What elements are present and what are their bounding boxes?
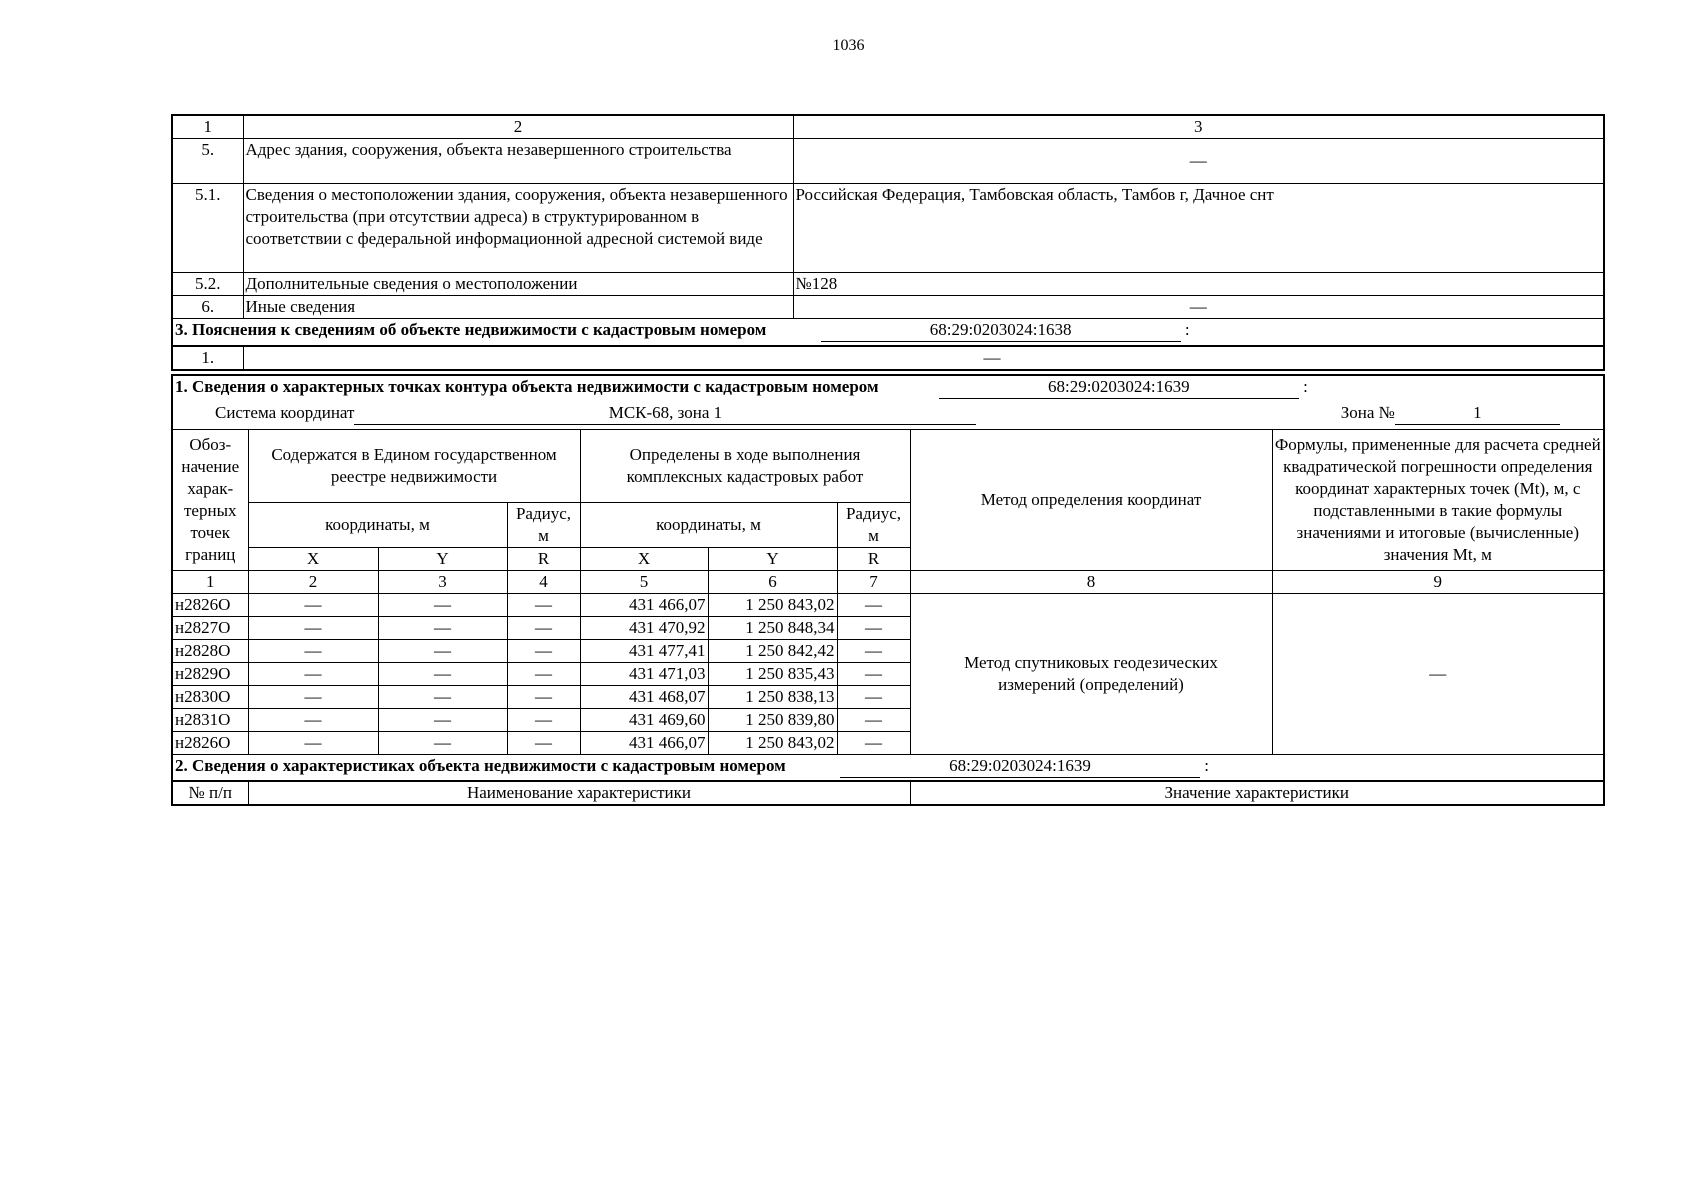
egrn-x-header: X — [248, 547, 378, 570]
row-number: 5. — [172, 139, 243, 184]
egrn-y: — — [378, 731, 507, 754]
kkr-x: 431 471,03 — [580, 662, 708, 685]
col-header-1: 1 — [172, 115, 243, 139]
kkr-y: 1 250 843,02 — [708, 593, 837, 616]
kkr-r: — — [837, 593, 910, 616]
kkr-x: 431 469,60 — [580, 708, 708, 731]
kkr-r: — — [837, 639, 910, 662]
kkr-y: 1 250 839,80 — [708, 708, 837, 731]
point-name: н2829О — [172, 662, 248, 685]
formulas-value: — — [1272, 593, 1604, 754]
row-name: Сведения о местоположении здания, сооружения, объекта незавершенного строительства (при отсутствии адреса) в структурированном в соответствии с федеральной информационной адресной системой виде — [243, 184, 793, 273]
col-number: 5 — [580, 570, 708, 593]
egrn-r: — — [507, 685, 580, 708]
kkr-x: 431 466,07 — [580, 731, 708, 754]
table-row — [172, 593, 1604, 616]
section-1-title: 1. Сведения о характерных точках контура объекта недвижимости с кадастровым номером — [175, 377, 879, 396]
kkr-y: 1 250 842,42 — [708, 639, 837, 662]
formulas-header: Формулы, примененные для расчета средней квадратической погрешности определения координат характерных точек (Mt), м, с подставленными в такие формулы значениями и итоговые (вычисленные) значения Mt, м — [1272, 429, 1604, 570]
kkr-y: 1 250 835,43 — [708, 662, 837, 685]
kkr-x: 431 477,41 — [580, 639, 708, 662]
section-2-colon: : — [1204, 755, 1209, 775]
egrn-r: — — [507, 616, 580, 639]
section-1-cadastral-number: 68:29:0203024:1639 — [939, 376, 1299, 399]
section-3-heading-row — [172, 319, 1604, 346]
row-number: 1. — [172, 346, 243, 370]
col-header-3: 3 — [793, 115, 1604, 139]
section-2-title: 2. Сведения о характеристиках объекта недвижимости с кадастровым номером — [175, 755, 786, 775]
egrn-coords-header: координаты, м — [248, 502, 507, 547]
kkr-r: — — [837, 685, 910, 708]
section-3-cadastral-number: 68:29:0203024:1638 — [821, 319, 1181, 342]
kkr-x: 431 468,07 — [580, 685, 708, 708]
coordinate-system-value: МСК-68, зона 1 — [354, 402, 976, 425]
section-1-heading-row — [172, 375, 1604, 402]
kkr-r: — — [837, 708, 910, 731]
designation-header: Обоз-начение харак-терных точек границ — [172, 429, 248, 570]
kkr-header: Определены в ходе выполнения комплексных кадастровых работ — [580, 429, 910, 502]
column-numbers-row — [172, 570, 1604, 593]
egrn-y-header: Y — [378, 547, 507, 570]
page-number: 1036 — [832, 37, 865, 54]
col-number: 1 — [172, 570, 248, 593]
table-row — [172, 296, 1604, 319]
egrn-x: — — [248, 708, 378, 731]
col-number: 4 — [507, 570, 580, 593]
point-name: н2827О — [172, 616, 248, 639]
egrn-x: — — [248, 662, 378, 685]
col-number: 3 — [378, 570, 507, 593]
col-number: 6 — [708, 570, 837, 593]
egrn-r: — — [507, 593, 580, 616]
coordinate-system-row — [172, 402, 1604, 429]
egrn-r: — — [507, 639, 580, 662]
egrn-y: — — [378, 593, 507, 616]
row-value: Российская Федерация, Тамбовская область, Тамбов г, Дачное снт — [793, 184, 1604, 273]
col-number: 7 — [837, 570, 910, 593]
egrn-y: — — [378, 616, 507, 639]
egrn-x: — — [248, 639, 378, 662]
row-value — [243, 346, 1604, 370]
egrn-radius-header: Радиус, м — [507, 502, 580, 547]
address-table — [171, 114, 1605, 371]
section-2-cadastral-number: 68:29:0203024:1639 — [840, 755, 1200, 778]
col-header-2: 2 — [243, 115, 793, 139]
col-number: 9 — [1272, 570, 1604, 593]
egrn-y: — — [378, 662, 507, 685]
egrn-x: — — [248, 593, 378, 616]
section-2-heading-row — [172, 754, 1604, 781]
row-name: Дополнительные сведения о местоположении — [243, 273, 793, 296]
characteristic-name-header — [248, 781, 910, 805]
col-number: 2 — [248, 570, 378, 593]
kkr-y: 1 250 843,02 — [708, 731, 837, 754]
table-row — [172, 184, 1604, 273]
table-row — [172, 273, 1604, 296]
section-1-colon: : — [1303, 377, 1308, 396]
row-value: №128 — [793, 273, 1604, 296]
kkr-coords-header: координаты, м — [580, 502, 837, 547]
kkr-y-header: Y — [708, 547, 837, 570]
point-name: н2828О — [172, 639, 248, 662]
kkr-x: 431 466,07 — [580, 593, 708, 616]
point-name: н2831О — [172, 708, 248, 731]
kkr-r-header: R — [837, 547, 910, 570]
characteristic-name-text: Наименование характеристики — [466, 783, 692, 802]
kkr-x: 431 470,92 — [580, 616, 708, 639]
row-number: 5.1. — [172, 184, 243, 273]
kkr-r: — — [837, 662, 910, 685]
egrn-r: — — [507, 662, 580, 685]
section-3-title: 3. Пояснения к сведениям об объекте недвижимости с кадастровым номером — [175, 320, 767, 339]
egrn-x: — — [248, 616, 378, 639]
kkr-x-header: X — [580, 547, 708, 570]
dash-value: — — [983, 347, 1001, 367]
col-number: 8 — [910, 570, 1272, 593]
point-name: н2826О — [172, 731, 248, 754]
egrn-r: — — [507, 731, 580, 754]
row-number: 6. — [172, 296, 243, 319]
kkr-r: — — [837, 616, 910, 639]
row-name: Иные сведения — [243, 296, 793, 319]
zone-value: 1 — [1395, 402, 1560, 425]
kkr-r: — — [837, 731, 910, 754]
egrn-x: — — [248, 731, 378, 754]
zone-label: Зона № — [1340, 403, 1395, 422]
row-value: — — [793, 296, 1604, 319]
method-value: Метод спутниковых геодезических измерений (определений) — [910, 593, 1272, 754]
method-header: Метод определения координат — [910, 429, 1272, 570]
row-value: — — [793, 139, 1604, 184]
egrn-x: — — [248, 685, 378, 708]
egrn-y: — — [378, 708, 507, 731]
column-numbers-row — [172, 115, 1604, 139]
kkr-y: 1 250 848,34 — [708, 616, 837, 639]
egrn-r-header: R — [507, 547, 580, 570]
kkr-radius-header: Радиус, м — [837, 502, 910, 547]
characteristic-number-header: № п/п — [172, 781, 248, 805]
section-3-row — [172, 346, 1604, 370]
egrn-y: — — [378, 685, 507, 708]
contour-points-table — [171, 374, 1605, 806]
row-number: 5.2. — [172, 273, 243, 296]
egrn-y: — — [378, 639, 507, 662]
table-row — [172, 139, 1604, 184]
egrn-header: Содержатся в Едином государственном реестре недвижимости — [248, 429, 580, 502]
coordinate-system-label: Система координат — [215, 403, 355, 422]
characteristic-value-header: Значение характеристики — [910, 781, 1604, 805]
point-name: н2830О — [172, 685, 248, 708]
kkr-y: 1 250 838,13 — [708, 685, 837, 708]
section-3-colon: : — [1184, 320, 1190, 339]
point-name: н2826О — [172, 593, 248, 616]
egrn-r: — — [507, 708, 580, 731]
characteristics-header-row — [172, 781, 1604, 805]
header-row-1 — [172, 429, 1604, 502]
row-name: Адрес здания, сооружения, объекта незавершенного строительства — [243, 139, 793, 184]
